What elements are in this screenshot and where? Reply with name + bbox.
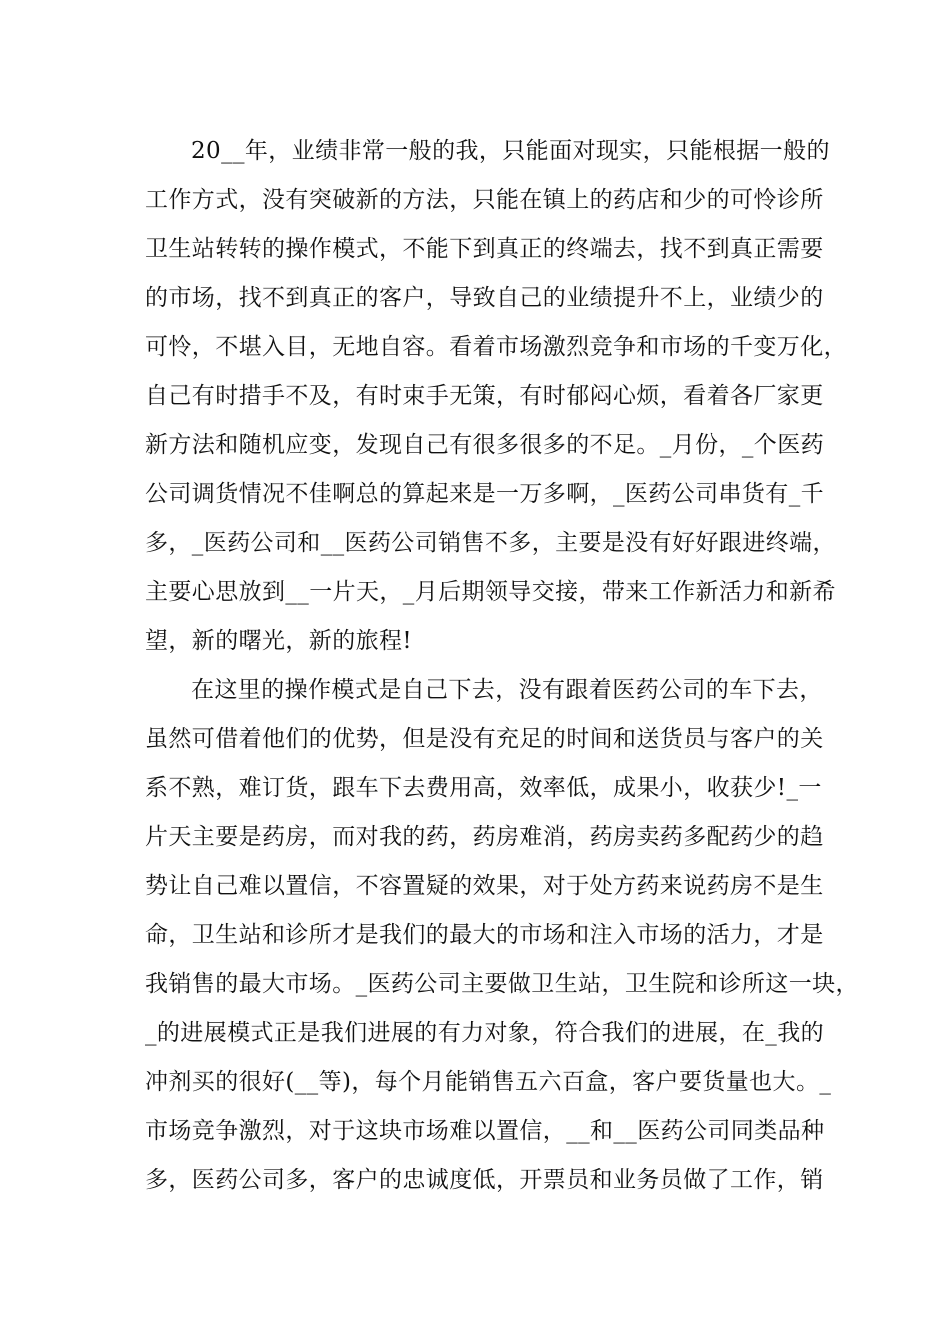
text-line: 在这里的操作模式是自己下去，没有跟着医药公司的车下去， — [191, 677, 823, 703]
text-line: _的进展模式正是我们进展的有力对象，符合我们的进展，在_我的 — [145, 1020, 824, 1046]
text-line: 冲剂买的很好(__等)，每个月能销售五六百盒，客户要货量也大。_ — [145, 1069, 832, 1095]
text-line: 主要心思放到__一片天，_月后期领导交接，带来工作新活力和新希 — [145, 579, 836, 605]
text-line: 卫生站转转的操作模式，不能下到真正的终端去，找不到真正需要 — [145, 236, 824, 262]
text-line: 望，新的曙光，新的旅程! — [145, 628, 413, 654]
text-line: 可怜，不堪入目，无地自容。看着市场激烈竞争和市场的千变万化， — [145, 334, 847, 360]
paragraph-2 — [145, 666, 859, 1205]
text-line: 势让自己难以置信，不容置疑的效果，对于处方药来说药房不是生 — [145, 873, 824, 899]
text-line: 20__年，业绩非常一般的我，只能面对现实，只能根据一般的 — [191, 138, 830, 164]
text-line: 系不熟，难订货，跟车下去费用高，效率低，成果小，收获少!_一 — [145, 775, 822, 801]
text-line: 新方法和随机应变，发现自己有很多很多的不足。_月份，_个医药 — [145, 432, 824, 458]
document-body — [145, 127, 859, 1205]
text-line: 片天主要是药房，而对我的药，药房难消，药房卖药多配药少的趋 — [145, 824, 824, 850]
text-line: 多，_医药公司和__医药公司销售不多，主要是没有好好跟进终端， — [145, 530, 836, 556]
text-line: 公司调货情况不佳啊总的算起来是一万多啊，_医药公司串货有_千 — [145, 481, 824, 507]
text-line: 自己有时措手不及，有时束手无策，有时郁闷心烦，看着各厂家更 — [145, 383, 824, 409]
paragraph-1 — [145, 127, 847, 666]
text-line: 虽然可借着他们的优势，但是没有充足的时间和送货员与客户的关 — [145, 726, 824, 752]
text-line: 我销售的最大市场。_医药公司主要做卫生站，卫生院和诊所这一块， — [145, 971, 859, 997]
text-line: 多，医药公司多，客户的忠诚度低，开票员和业务员做了工作，销 — [145, 1167, 824, 1193]
text-line: 命，卫生站和诊所才是我们的最大的市场和注入市场的活力，才是 — [145, 922, 824, 948]
text-line: 的市场，找不到真正的客户，导致自己的业绩提升不上，业绩少的 — [145, 285, 824, 311]
text-line: 工作方式，没有突破新的方法，只能在镇上的药店和少的可怜诊所 — [145, 187, 824, 213]
text-line: 市场竞争激烈，对于这块市场难以置信，__和__医药公司同类品种 — [145, 1118, 825, 1144]
